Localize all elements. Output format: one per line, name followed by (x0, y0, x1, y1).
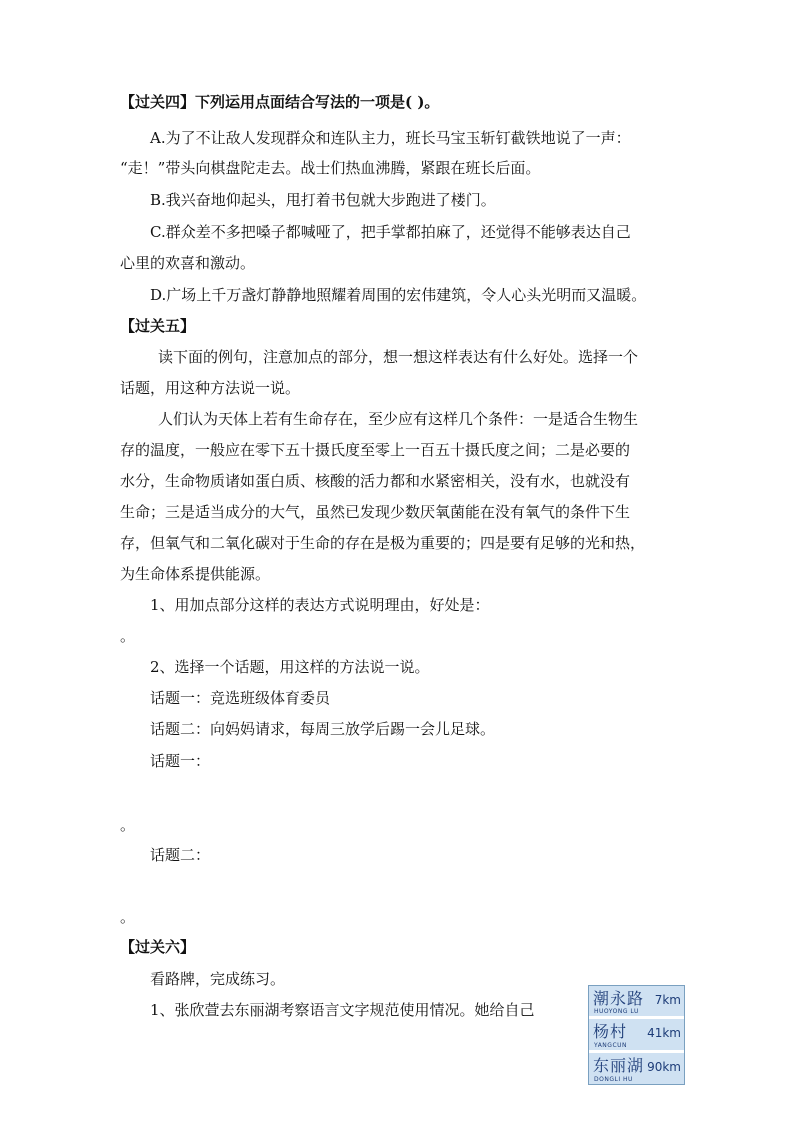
section4-heading: 【过关四】下列运用点面结合写法的一项是( )。 (120, 93, 440, 111)
passage-line: 为生命体系提供能源。 (120, 565, 271, 583)
passage-line: 生命；三是适当成分的大气，虽然已发现少数厌氧菌能在没有氧气的条件下生 (120, 503, 631, 521)
road-sign-row (589, 1019, 684, 1050)
option-d: D.广场上千万盏灯静静地照耀着周围的宏伟建筑，令人心头光明而又温暖。 (150, 286, 647, 304)
option-c-line1: C.群众差不多把嗓子都喊哑了，把手掌都拍麻了，还觉得不能够表达自己 (150, 223, 631, 241)
road-sign-distance: 7km (654, 993, 681, 1007)
section5-intro-line2: 话题，用这种方法说一说。 (120, 379, 301, 397)
road-sign-row (589, 1053, 684, 1084)
passage-line: 人们认为天体上若有生命存在，至少应有这样几个条件：一是适合生物生 (158, 410, 639, 428)
section6-intro: 看路牌，完成练习。 (150, 970, 286, 988)
option-a-line2: “走！”带头向棋盘陀走去。战士们热血沸腾，紧跟在班长后面。 (120, 159, 541, 177)
answer-end-mark: 。 (120, 908, 136, 926)
road-sign-pinyin: HUOYONG LU (594, 1008, 639, 1015)
road-sign-image (588, 985, 685, 1085)
question-2: 2、选择一个话题，用这样的方法说一说。 (150, 658, 430, 676)
passage-line: 存，但氧气和二氧化碳对于生命的存在是极为重要的；四是要有足够的光和热， (120, 534, 646, 552)
section5-heading: 【过关五】 (120, 317, 196, 335)
option-c-line2: 心里的欢喜和激动。 (120, 254, 256, 272)
topic-2: 话题二：向妈妈请求，每周三放学后踢一会儿足球。 (150, 720, 496, 738)
answer-end-mark: 。 (120, 627, 136, 645)
passage-line: 水分，生命物质诸如蛋白质、核酸的活力都和水紧密相关，没有水，也就没有 (120, 472, 631, 490)
question-1: 1、用加点部分这样的表达方式说明理由，好处是： (150, 596, 490, 614)
road-sign-pinyin: DONGLI HU (594, 1076, 633, 1083)
section6-question-1: 1、张欣萱去东丽湖考察语言文字规范使用情况。她给自己 (150, 1001, 535, 1019)
topic-2-answer-label: 话题二： (150, 846, 211, 864)
section6-heading: 【过关六】 (120, 938, 196, 956)
topic-1-answer-label: 话题一： (150, 752, 211, 770)
passage-line: 存的温度，一般应在零下五十摄氏度至零上一百五十摄氏度之间；二是必要的 (120, 441, 631, 459)
option-b: B.我兴奋地仰起头，甩打着书包就大步跑进了楼门。 (150, 191, 496, 209)
road-sign-place-name: 杨村 (593, 1022, 628, 1041)
topic-1: 话题一：竞选班级体育委员 (150, 689, 331, 707)
road-sign-row (589, 986, 684, 1016)
road-sign-pinyin: YANGCUN (594, 1042, 628, 1049)
road-sign-place-name: 潮永路 (593, 989, 645, 1008)
option-a-line1: A.为了不让敌人发现群众和连队主力，班长马宝玉斩钉截铁地说了一声： (150, 129, 631, 147)
road-sign-distance: 41km (647, 1026, 681, 1040)
answer-end-mark: 。 (120, 816, 136, 834)
road-sign-distance: 90km (647, 1060, 681, 1074)
section5-intro-line1: 读下面的例句，注意加点的部分，想一想这样表达有什么好处。选择一个 (158, 348, 639, 366)
road-sign-place-name: 东丽湖 (593, 1056, 645, 1075)
